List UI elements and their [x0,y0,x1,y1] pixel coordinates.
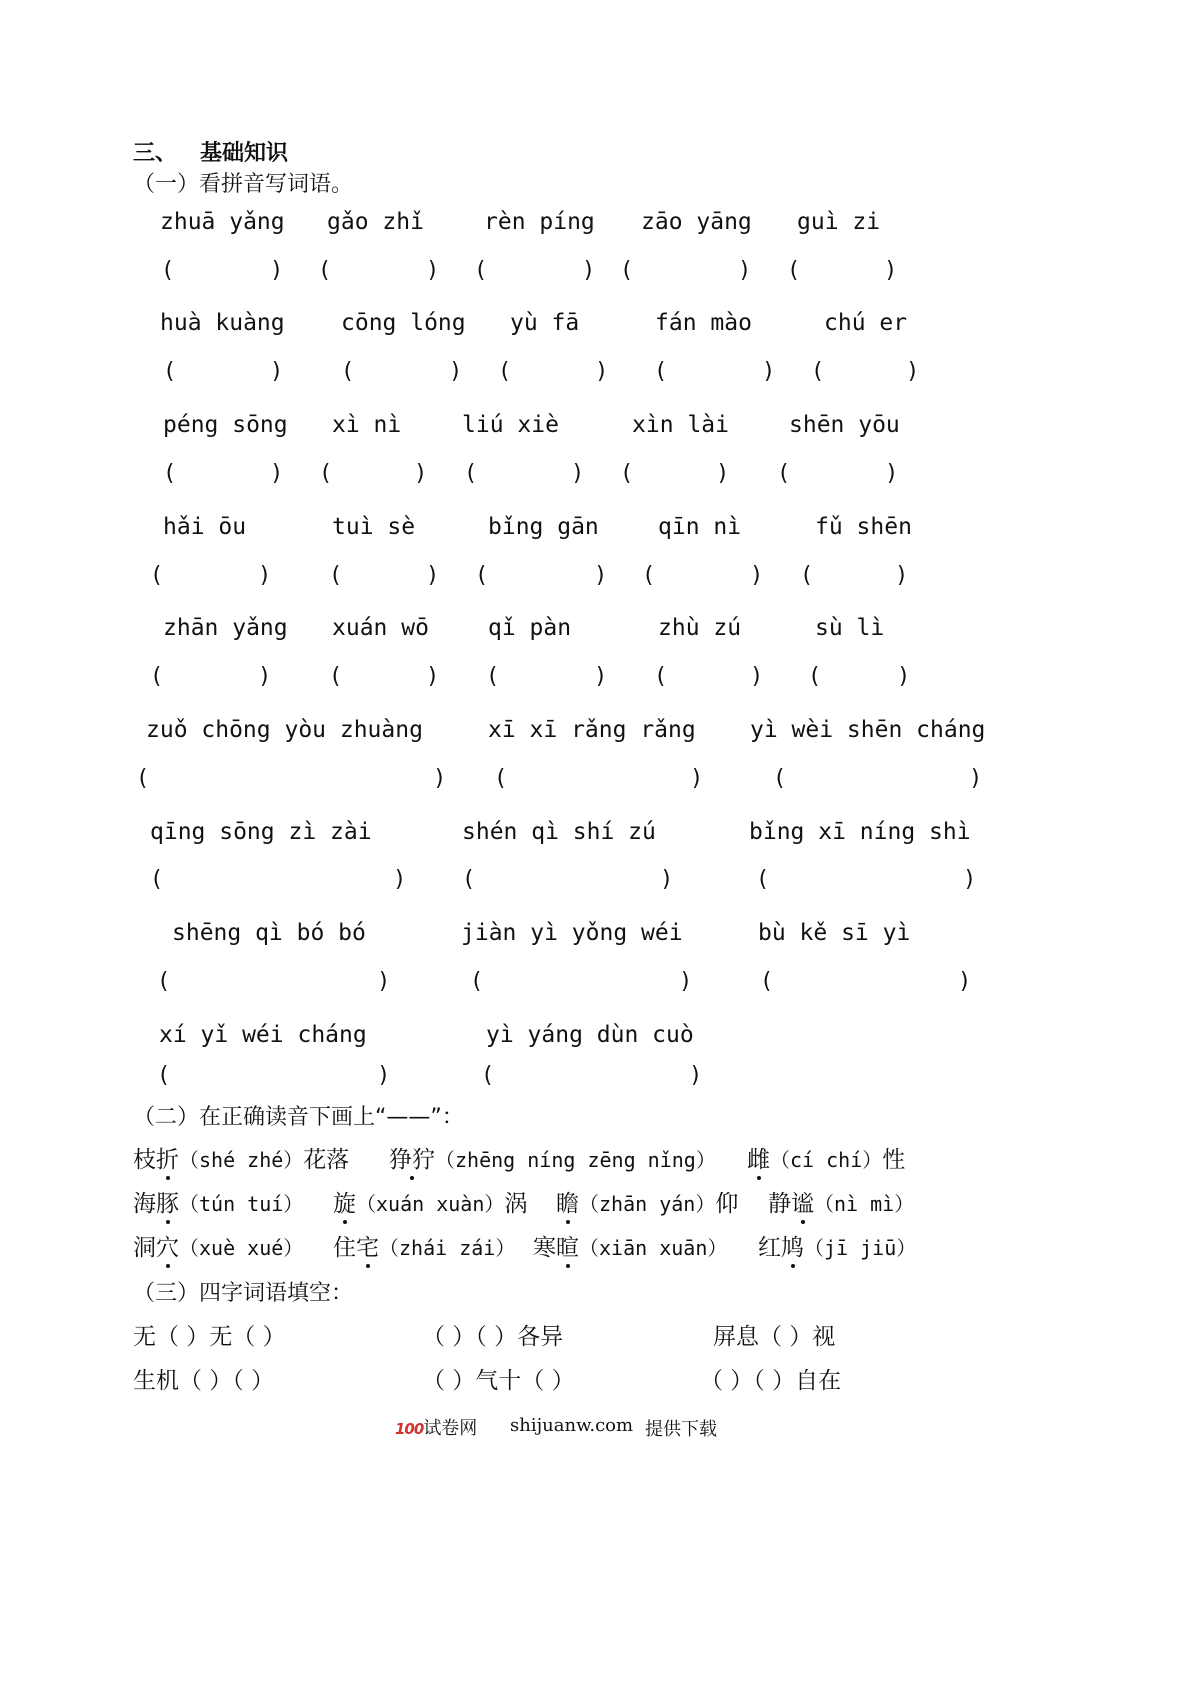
dotted-char: 宅 [356,1235,379,1261]
close-paren: ) [750,563,764,588]
char-pre: 静 [768,1191,791,1217]
pinyin-options: （tún tuí） [179,1192,304,1216]
pinyin-word: fǔ shēn [815,514,912,540]
pinyin-word: huà kuàng [160,310,285,336]
pinyin-word: bǐng gān [488,514,599,540]
pinyin-options: （zhān yán） [579,1192,716,1216]
pronunciation-item [133,1141,349,1174]
close-paren: ) [270,359,284,384]
open-paren: ( [464,461,478,486]
pinyin-options: （shé zhé） [179,1148,304,1172]
pinyin-options: （xuè xué） [179,1236,304,1260]
idiom-blank: 无（ ）无（ ） [133,1324,286,1350]
close-paren: ) [426,664,440,689]
pronunciation-item [747,1141,905,1174]
char-post: 涡 [504,1191,528,1217]
close-paren: ) [884,258,898,283]
close-paren: ) [414,461,428,486]
open-paren: ( [787,258,801,283]
close-paren: ) [426,563,440,588]
pronunciation-item [758,1229,916,1262]
close-paren: ) [449,359,463,384]
pronunciation-item [333,1229,515,1262]
section-number: 三、 [133,141,178,166]
char-pre: 红 [758,1235,781,1261]
open-paren: ( [157,969,171,994]
pinyin-word: zāo yāng [641,209,752,235]
pinyin-word: fán mào [655,310,752,336]
open-paren: ( [329,563,343,588]
pronunciation-item [768,1185,914,1218]
open-paren: ( [760,969,774,994]
close-paren: ) [679,969,693,994]
open-paren: ( [161,258,175,283]
char-pre: 海 [133,1191,156,1217]
pinyin-options: （zhái zái） [379,1236,516,1260]
pinyin-word: zhān yǎng [163,615,288,641]
close-paren: ) [258,664,272,689]
close-paren: ) [716,461,730,486]
dotted-char: 折 [156,1147,179,1173]
section-title: 基础知识 [200,141,289,166]
pinyin-word: liú xiè [462,412,559,438]
close-paren: ) [750,664,764,689]
close-paren: ) [895,563,909,588]
open-paren: ( [329,664,343,689]
close-paren: ) [595,359,609,384]
pinyin-phrase: zuǒ chōng yòu zhuàng [146,717,423,743]
close-paren: ) [885,461,899,486]
pinyin-word: xìn lài [632,412,729,438]
dotted-char: 狰狞 [389,1147,435,1173]
pinyin-phrase: shēng qì bó bó [172,920,366,946]
open-paren: ( [319,461,333,486]
pinyin-options: （cí chí） [770,1148,883,1172]
footer [395,1414,477,1440]
open-paren: ( [462,867,476,892]
close-paren: ) [958,969,972,994]
pinyin-word: shēn yōu [789,412,900,438]
pinyin-word: qīn nì [658,514,742,540]
site-domain: shijuanw.com [510,1415,634,1436]
pinyin-word: guì zi [797,209,881,235]
open-paren: ( [773,766,787,791]
close-paren: ) [377,969,391,994]
close-paren: ) [660,867,674,892]
pinyin-phrase: qīng sōng zì zài [150,819,372,845]
close-paren: ) [762,359,776,384]
pinyin-word: xuán wō [332,615,429,641]
pronunciation-item [133,1229,303,1262]
open-paren: ( [756,867,770,892]
dotted-char: 雌 [747,1147,770,1173]
close-paren: ) [594,563,608,588]
dotted-char: 旋 [333,1191,356,1217]
open-paren: ( [486,664,500,689]
pinyin-word: chú er [824,310,908,336]
dotted-char: 谧 [791,1191,814,1217]
pinyin-word: zhuā yǎng [160,209,285,235]
close-paren: ) [270,258,284,283]
pronunciation-item [533,1229,727,1262]
part1-title: （一）看拼音写词语。 [133,172,354,197]
pinyin-phrase: yì yáng dùn cuò [486,1022,694,1048]
open-paren: ( [654,664,668,689]
open-paren: ( [341,359,355,384]
pinyin-phrase: bù kě sī yì [758,920,911,946]
open-paren: ( [163,461,177,486]
open-paren: ( [150,664,164,689]
close-paren: ) [426,258,440,283]
open-paren: ( [777,461,791,486]
open-paren: ( [470,969,484,994]
close-paren: ) [963,867,977,892]
close-paren: ) [258,563,272,588]
pinyin-word: péng sōng [163,412,288,438]
close-paren: ) [594,664,608,689]
open-paren: ( [157,1063,171,1088]
part3-title: （三）四字词语填空： [133,1281,354,1306]
open-paren: ( [494,766,508,791]
open-paren: ( [318,258,332,283]
pinyin-word: rèn píng [484,209,595,235]
idiom-blank: 屏息（ ）视 [713,1324,836,1350]
pinyin-phrase: yì wèi shēn cháng [750,717,986,743]
pinyin-word: yù fā [510,310,580,336]
idiom-blank: 生机（ ）（ ） [133,1368,275,1394]
dotted-char: 穴 [156,1235,179,1261]
open-paren: ( [163,359,177,384]
pronunciation-item [333,1185,527,1218]
pinyin-word: qǐ pàn [488,615,572,641]
open-paren: ( [150,563,164,588]
part2-title: （二）在正确读音下画上“——”： [133,1105,464,1130]
close-paren: ) [377,1063,391,1088]
pinyin-options: （zhēng níng zēng nǐng） [435,1148,716,1172]
pinyin-options: （xiān xuān） [579,1236,728,1260]
pinyin-phrase: xí yǐ wéi cháng [159,1022,367,1048]
open-paren: ( [800,563,814,588]
pinyin-phrase: shén qì shí zú [462,819,656,845]
dotted-char: 鸠 [781,1235,804,1261]
pronunciation-item [556,1185,738,1218]
char-pre: 枝 [133,1147,156,1173]
char-pre: 寒 [533,1235,556,1261]
close-paren: ) [906,359,920,384]
open-paren: ( [654,359,668,384]
close-paren: ) [969,766,983,791]
download-note: 提供下载 [645,1419,717,1440]
pinyin-word: sù lì [815,615,885,641]
close-paren: ) [897,664,911,689]
open-paren: ( [475,563,489,588]
close-paren: ) [270,461,284,486]
open-paren: ( [474,258,488,283]
open-paren: ( [481,1063,495,1088]
pinyin-options: （nì mì） [814,1192,915,1216]
idiom-blank: （ ）（ ）自在 [700,1368,842,1394]
char-post: 仰 [715,1191,739,1217]
pronunciation-item [389,1141,716,1174]
open-paren: ( [620,258,634,283]
close-paren: ) [690,766,704,791]
char-pre: 洞 [133,1235,156,1261]
open-paren: ( [620,461,634,486]
char-post: 性 [882,1147,906,1173]
pinyin-phrase: xī xī rǎng rǎng [488,717,696,743]
close-paren: ) [689,1063,703,1088]
pinyin-phrase: jiàn yì yǒng wéi [461,920,683,946]
site-name: 试卷网 [423,1418,478,1439]
site-logo: 100 [395,1420,424,1438]
char-pre: 住 [333,1235,356,1261]
dotted-char: 瞻 [556,1191,579,1217]
close-paren: ) [393,867,407,892]
open-paren: ( [642,563,656,588]
pinyin-word: xì nì [332,412,402,438]
pinyin-options: （jī jiū） [804,1236,917,1260]
idiom-blank: （ ）（ ）各异 [422,1324,564,1350]
pinyin-word: tuì sè [332,514,416,540]
close-paren: ) [738,258,752,283]
dotted-char: 暄 [556,1235,579,1261]
open-paren: ( [136,766,150,791]
pronunciation-item [133,1185,303,1218]
pinyin-word: cōng lóng [341,310,466,336]
pinyin-options: （xuán xuàn） [356,1192,505,1216]
open-paren: ( [811,359,825,384]
close-paren: ) [571,461,585,486]
dotted-char: 豚 [156,1191,179,1217]
close-paren: ) [582,258,596,283]
idiom-blank: （ ）气十（ ） [422,1368,575,1394]
pinyin-word: gǎo zhǐ [327,209,424,235]
pinyin-word: zhù zú [658,615,742,641]
pinyin-word: hǎi ōu [163,514,247,540]
close-paren: ) [433,766,447,791]
char-post: 花落 [303,1147,350,1173]
open-paren: ( [150,867,164,892]
open-paren: ( [808,664,822,689]
pinyin-phrase: bǐng xī níng shì [749,819,971,845]
open-paren: ( [498,359,512,384]
